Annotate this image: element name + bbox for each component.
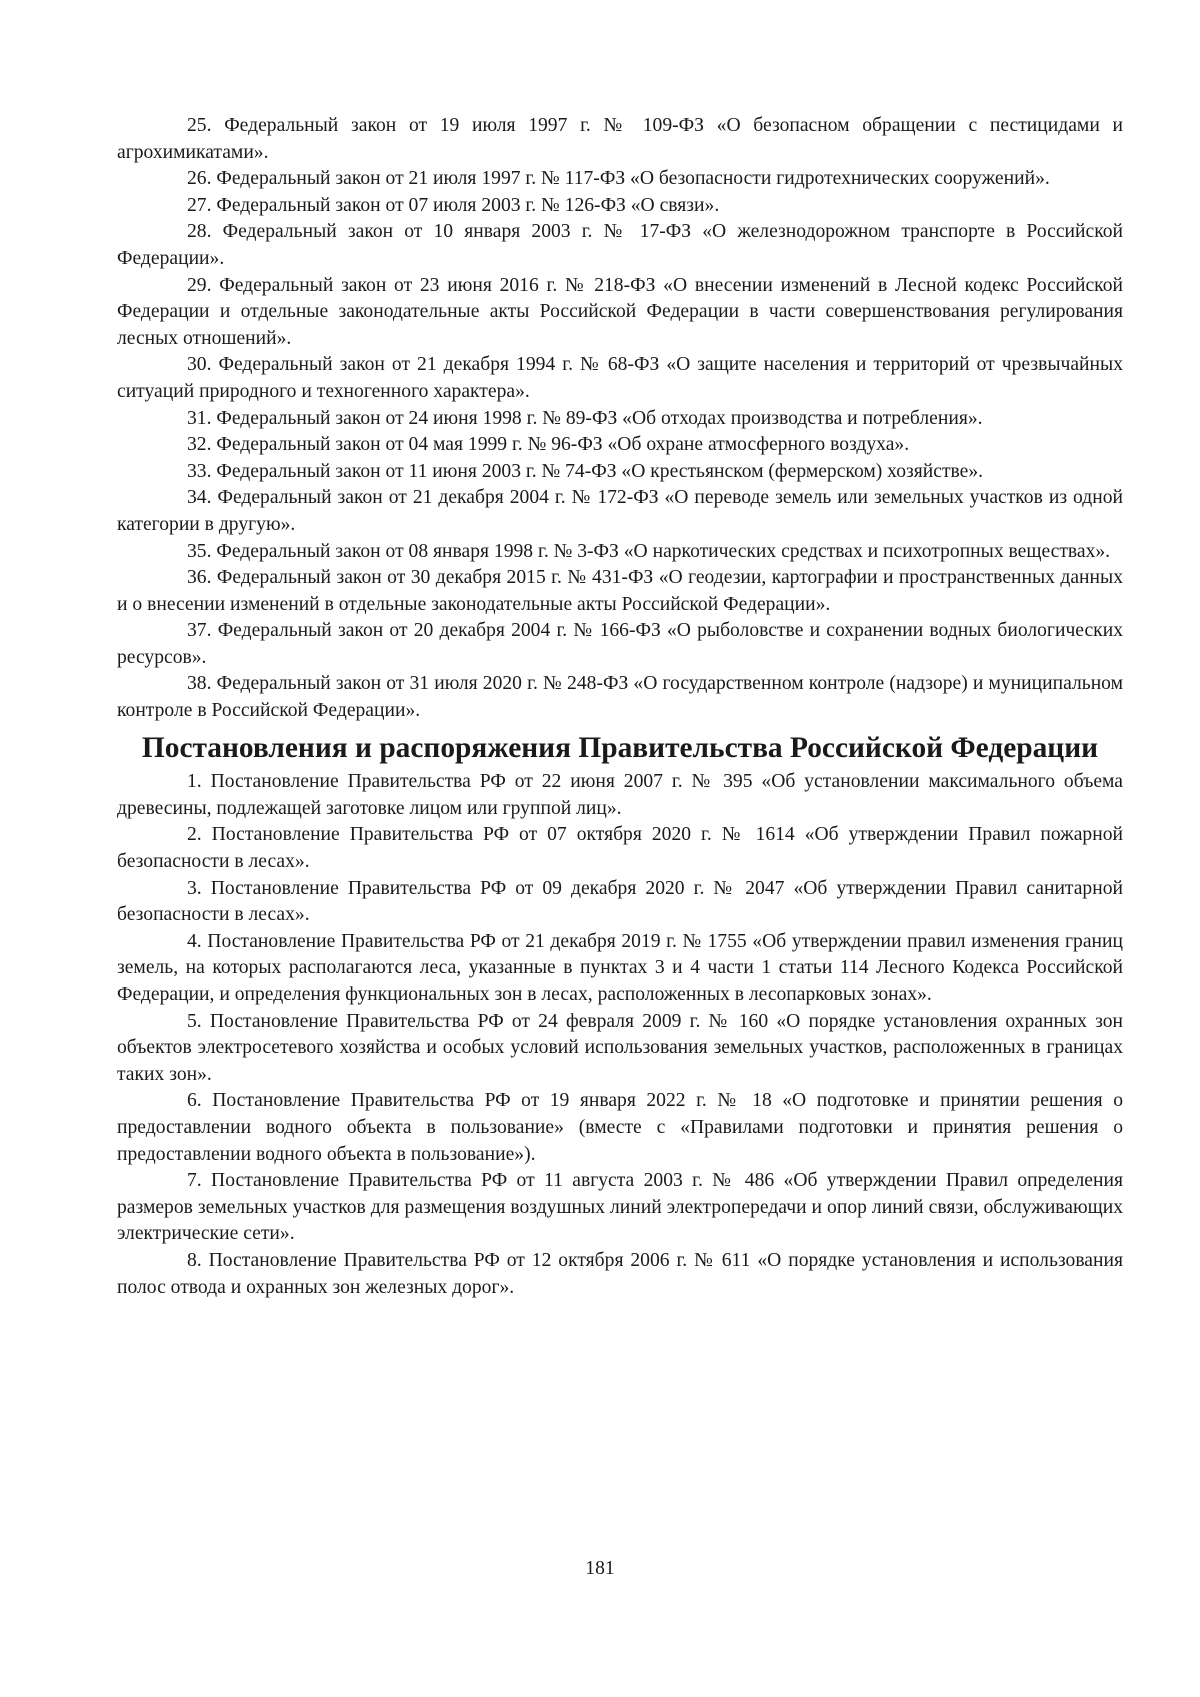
list-item: 37. Федеральный закон от 20 декабря 2004 г. № 166-ФЗ «О рыболовстве и сохранении водных биологических ресурсов».	[117, 620, 1123, 668]
list-item: 31. Федеральный закон от 24 июня 1998 г. № 89-ФЗ «Об отходах производства и потребления».	[187, 407, 983, 429]
list-item: 4. Постановление Правительства РФ от 21 декабря 2019 г. № 1755 «Об утверждении правил изменения границ земель, на которых располагаются леса, указанные в пунктах 3 и 4 части 1 статьи 114 Лесного Кодекса Российской Федерации, и определения функциональных зон в лесах, расположенных в лесопарковых зонах».	[117, 930, 1123, 1005]
list-item: 8. Постановление Правительства РФ от 12 октября 2006 г. № 611 «О порядке установления и использования полос отвода и охранных зон железных дорог».	[117, 1249, 1123, 1298]
list-item: 25. Федеральный закон от 19 июля 1997 г. № 109-ФЗ «О безопасном обращении с пестицидами и агрохимикатами».	[117, 115, 1123, 163]
list-item: 35. Федеральный закон от 08 января 1998 г. № 3-ФЗ «О наркотических средствах и психотропных веществах».	[187, 540, 1111, 562]
document-page	[117, 113, 1123, 1301]
list-item: 29. Федеральный закон от 23 июня 2016 г. № 218-ФЗ «О внесении изменений в Лесной кодекс Российской Федерации и отдельные законодательные акты Российской Федерации в части совершенствования регулирования лесных отношений».	[117, 274, 1123, 349]
list-item: 2. Постановление Правительства РФ от 07 октября 2020 г. № 1614 «Об утверждении Правил пожарной безопасности в лесах».	[117, 824, 1123, 873]
list-item: 1. Постановление Правительства РФ от 22 июня 2007 г. № 395 «Об установлении максимального объема древесины, подлежащей заготовке лицом или группой лиц».	[117, 771, 1123, 819]
page-number: 181	[585, 1558, 615, 1579]
list-item: 32. Федеральный закон от 04 мая 1999 г. № 96-ФЗ «Об охране атмосферного воздуха».	[187, 434, 910, 456]
federal-laws-list	[117, 113, 1123, 725]
list-item: 34. Федеральный закон от 21 декабря 2004 г. № 172-ФЗ «О переводе земель или земельных участков из одной категории в другую».	[117, 487, 1123, 535]
list-item: 36. Федеральный закон от 30 декабря 2015 г. № 431-ФЗ «О геодезии, картографии и пространственных данных и о внесении изменений в отдельные законодательные акты Российской Федерации».	[117, 567, 1123, 615]
list-item: 28. Федеральный закон от 10 января 2003 г. № 17-ФЗ «О железнодорожном транспорте в Российской Федерации».	[117, 221, 1123, 269]
list-item: 26. Федеральный закон от 21 июля 1997 г. № 117-ФЗ «О безопасности гидротехнических сооружений».	[187, 168, 1050, 190]
list-item: 5. Постановление Правительства РФ от 24 февраля 2009 г. № 160 «О порядке установления охранных зон объектов электросетевого хозяйства и особых условий использования земельных участков, расположенных в границах таких зон».	[117, 1010, 1123, 1085]
list-item: 7. Постановление Правительства РФ от 11 августа 2003 г. № 486 «Об утверждении Правил определения размеров земельных участков для размещения воздушных линий электропередачи и опор линий связи, обслуживающих электрические сети».	[117, 1170, 1123, 1245]
section-heading: Постановления и распоряжения Правительства Российской Федерации	[141, 731, 1099, 764]
list-item: 38. Федеральный закон от 31 июля 2020 г. № 248-ФЗ «О государственном контроле (надзоре) и муниципальном контроле в Российской Федерации».	[117, 673, 1123, 722]
list-item: 3. Постановление Правительства РФ от 09 декабря 2020 г. № 2047 «Об утверждении Правил санитарной безопасности в лесах».	[117, 877, 1123, 926]
government-resolutions-list	[117, 769, 1123, 1301]
list-item: 30. Федеральный закон от 21 декабря 1994 г. № 68-ФЗ «О защите населения и территорий от чрезвычайных ситуаций природного и техногенного характера».	[117, 354, 1123, 402]
list-item: 6. Постановление Правительства РФ от 19 января 2022 г. № 18 «О подготовке и принятии решения о предоставлении водного объекта в пользование» (вместе с «Правилами подготовки и принятия решения о предоставлении водного объекта в пользование»).	[117, 1090, 1123, 1165]
list-item: 33. Федеральный закон от 11 июня 2003 г. № 74-ФЗ «О крестьянском (фермерском) хозяйстве».	[187, 460, 984, 482]
list-item: 27. Федеральный закон от 07 июля 2003 г. № 126-ФЗ «О связи».	[187, 194, 720, 216]
